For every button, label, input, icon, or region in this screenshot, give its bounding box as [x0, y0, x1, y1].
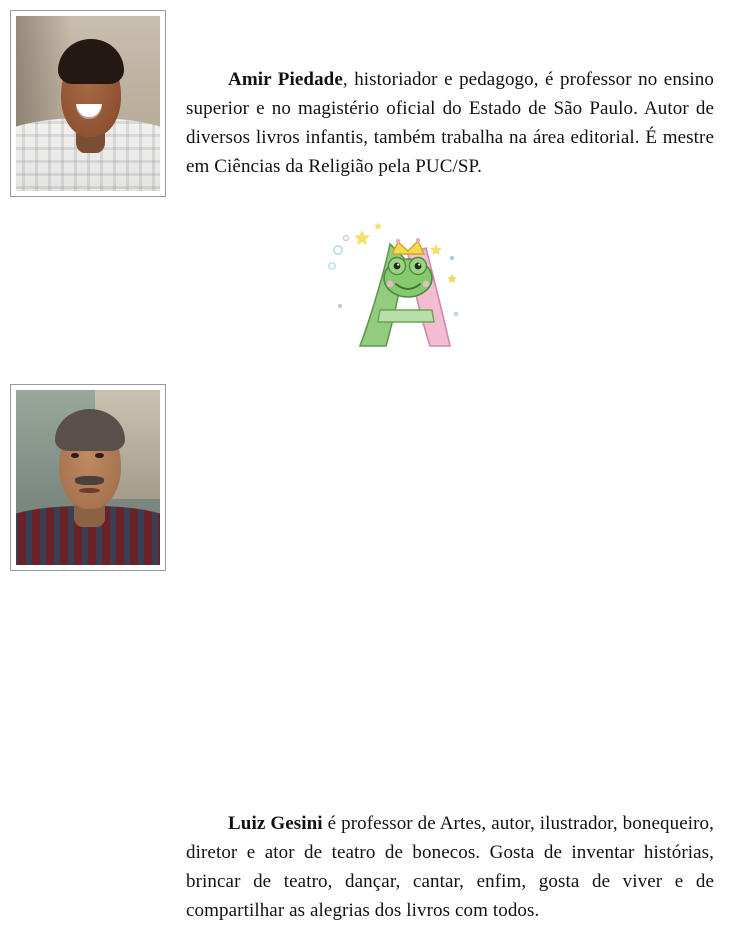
avatar: [16, 390, 160, 565]
author-name: Luiz Gesini: [228, 813, 323, 834]
crown-icon: [392, 238, 424, 254]
portrait-photo: [16, 16, 160, 191]
author-bio-body: , historiador e pedagogo, é professor no ensino superior e no magistério oficial do Estado de São Paulo. Autor de diversos livros infantis, também trabalha na área editorial. É mestre em Ciências da Religião pela PUC/SP.: [186, 69, 714, 177]
author-bio-paragraph: [186, 809, 714, 925]
author-photo-frame: [10, 10, 166, 197]
portrait-moustache: [75, 476, 104, 485]
author-name: Amir Piedade: [228, 69, 343, 90]
author-bio-body: é professor de Artes, autor, ilustrador, bonequeiro, diretor e ator de teatro de bonecos. Gosta de inventar histórias, brincar de teatro, dançar, cantar, enfim, gosta de viver e de compartilhar as alegrias dos livros com todos.: [186, 813, 714, 921]
author-bio-paragraph: [186, 65, 714, 181]
letter-a-crossbar: [378, 310, 434, 322]
portrait-photo: [16, 390, 160, 565]
author-photo-frame: [10, 384, 166, 571]
avatar: [16, 16, 160, 191]
frog-face: [384, 258, 432, 298]
letter-a-frog-illustration: [316, 214, 476, 364]
